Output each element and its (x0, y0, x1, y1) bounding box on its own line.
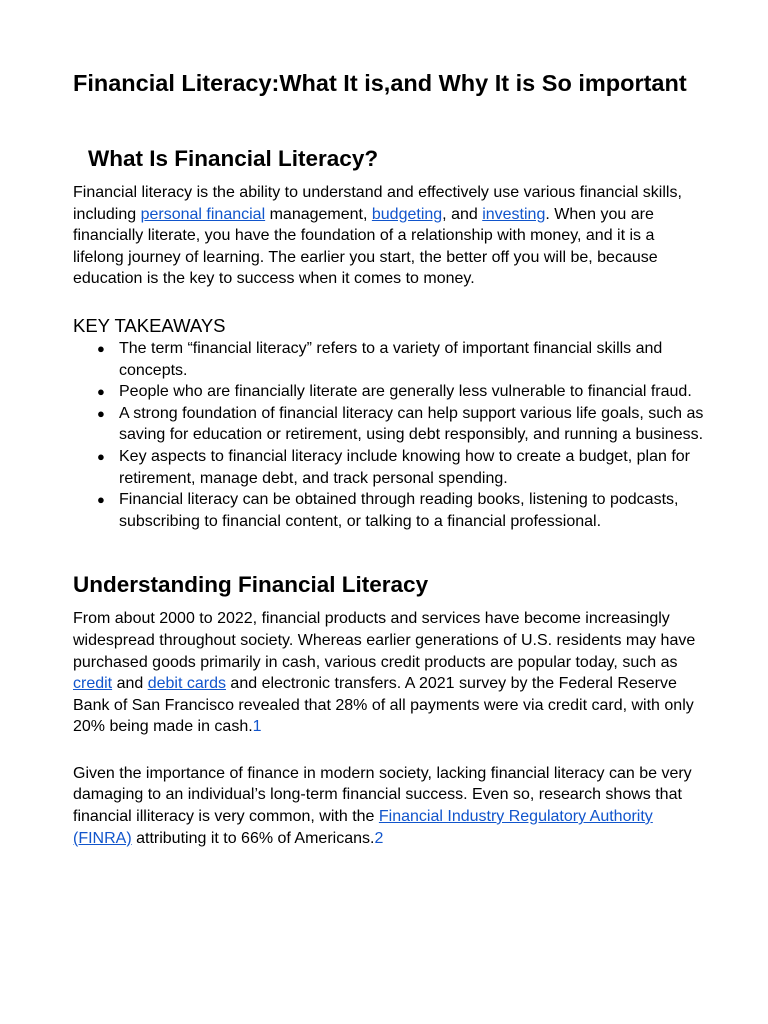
bullet-icon: ● (97, 340, 105, 356)
key-takeaways-list (73, 338, 708, 532)
heading-understanding-financial-literacy: Understanding Financial Literacy (73, 572, 429, 598)
text-run: From about 2000 to 2022, financial products and services have become increasingly widespread throughout society. Whereas earlier generations of U.S. residents may have purchased goods primarily in cash, various credit products are popular today, such as (73, 610, 696, 671)
paragraph-what-is-financial-literacy (73, 182, 708, 290)
paragraph-understanding-1 (73, 608, 708, 738)
link-budgeting[interactable]: budgeting (371, 205, 443, 223)
text-run: Given the importance of finance in modern society, lacking financial literacy can be very damaging to an individual’s long-term financial success. Even so, research shows that financial illiteracy is very common, with the (73, 764, 692, 826)
bullet-icon: ● (97, 405, 105, 421)
takeaway-item (73, 489, 708, 532)
heading-what-is-financial-literacy: What Is Financial Literacy? (88, 146, 379, 171)
paragraph-understanding-2 (73, 763, 708, 849)
text-run: and electronic transfers. A 2021 survey by the Federal Reserve Bank of San Francisco revealed that 28% of all payments were via credit card, with only 20% being made in cash. (73, 675, 694, 736)
footnote-ref-1[interactable]: 1 (252, 718, 262, 736)
takeaway-item (73, 403, 708, 446)
document-title: Financial Literacy:What It is,and Why It is So important (73, 70, 687, 96)
bullet-icon: ● (97, 448, 105, 464)
link-personal-financial[interactable]: personal financial (140, 205, 266, 223)
text-run: and (112, 675, 148, 693)
text-run: , and (442, 205, 483, 223)
text-run: Financial literacy is the ability to understand and effectively use various financial skills, including (73, 184, 682, 223)
text-run: attributing it to 66% of Americans. (131, 829, 375, 847)
takeaway-text: Key aspects to financial literacy include knowing how to create a budget, plan for retirement, manage debt, and track personal spending. (119, 447, 690, 487)
takeaway-item (73, 381, 708, 403)
takeaway-text: People who are financially literate are generally less vulnerable to financial fraud. (119, 383, 692, 401)
takeaway-text: Financial literacy can be obtained through reading books, listening to podcasts, subscribing to financial content, or talking to a financial professional. (119, 491, 679, 530)
text-run: . When you are financially literate, you have the foundation of a relationship with money, and it is a lifelong journey of learning. The earlier you start, the better off you will be, because education is the key to success when it comes to money. (73, 205, 658, 288)
link-debit-cards[interactable]: debit cards (147, 675, 226, 693)
takeaway-text: The term “financial literacy” refers to a variety of important financial skills and concepts. (119, 339, 663, 379)
takeaway-text: A strong foundation of financial literacy can help support various life goals, such as saving for education or retirement, using debt responsibly, and running a business. (119, 404, 704, 444)
bullet-icon: ● (97, 492, 105, 508)
link-finra[interactable]: Financial Industry Regulatory Authority (FINRA) (73, 808, 653, 847)
link-investing[interactable]: investing (482, 205, 546, 223)
key-takeaways-heading: KEY TAKEAWAYS (73, 314, 226, 336)
takeaway-item (73, 338, 708, 381)
link-credit[interactable]: credit (73, 675, 113, 693)
footnote-ref-2[interactable]: 2 (374, 829, 384, 847)
takeaway-item (73, 446, 708, 489)
bullet-icon: ● (97, 384, 105, 400)
text-run: management, (265, 205, 372, 223)
